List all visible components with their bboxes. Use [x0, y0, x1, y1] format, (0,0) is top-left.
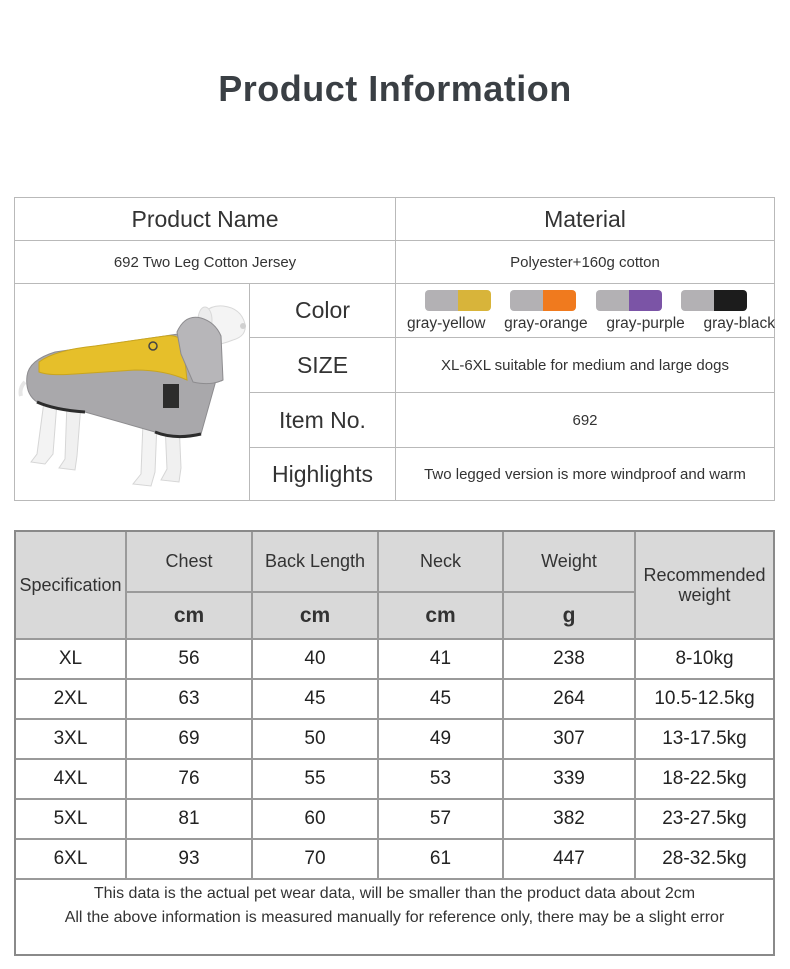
cell-neck: 41 — [429, 648, 452, 669]
product-name-header: Product Name — [131, 205, 279, 232]
cell-recommended-weight: 28-32.5kg — [662, 848, 747, 869]
cell-neck: 53 — [429, 768, 452, 789]
color-name: gray-yellow — [407, 315, 486, 332]
note-1: This data is the actual pet wear data, will be smaller than the product data about 2cm — [93, 885, 696, 902]
product-image — [15, 284, 249, 500]
table-row — [16, 798, 773, 838]
cell-size: 4XL — [53, 768, 88, 789]
table-row — [16, 678, 773, 718]
cell-chest: 69 — [178, 728, 200, 749]
cell-recommended-weight: 23-27.5kg — [662, 808, 747, 829]
cell-weight: 264 — [553, 688, 585, 709]
cell-back-length: 45 — [304, 688, 326, 709]
size-value: XL-6XL suitable for medium and large dogs — [441, 356, 729, 374]
cell-size: 3XL — [53, 728, 88, 749]
cell-back-length: 55 — [304, 768, 326, 789]
cell-back-length: 60 — [304, 808, 326, 829]
color-name: gray-black — [703, 315, 775, 332]
cell-chest: 93 — [178, 848, 200, 869]
cell-chest: 63 — [178, 688, 200, 709]
product-info-table — [14, 197, 775, 501]
note-2: All the above information is measured manually for reference only, there may be a slight error — [64, 909, 725, 926]
highlights-value: Two legged version is more windproof and warm — [424, 465, 746, 483]
size-label: SIZE — [296, 351, 349, 378]
unit-chest: cm — [127, 593, 251, 638]
header-back-length: Back Length — [253, 532, 377, 591]
color-name: gray-orange — [504, 315, 588, 332]
cell-back-length: 70 — [304, 848, 326, 869]
cell-weight: 307 — [553, 728, 585, 749]
cell-back-length: 50 — [304, 728, 326, 749]
cell-weight: 238 — [553, 648, 585, 669]
header-recommended-weight: Recommended weight — [636, 532, 773, 638]
cell-neck: 45 — [429, 688, 452, 709]
cell-size: 5XL — [53, 808, 88, 829]
header-specification: Specification — [16, 532, 125, 638]
material-value: Polyester+160g cotton — [510, 253, 660, 271]
cell-neck: 49 — [429, 728, 452, 749]
cell-weight: 339 — [553, 768, 585, 789]
cell-recommended-weight: 18-22.5kg — [662, 768, 747, 789]
table-row — [16, 638, 773, 678]
cell-chest: 81 — [178, 808, 200, 829]
dog-jacket-illustration — [15, 284, 249, 500]
color-label: Color — [295, 297, 350, 323]
cell-size: 6XL — [53, 848, 88, 869]
unit-back-length: cm — [253, 593, 377, 638]
color-name: gray-purple — [606, 315, 685, 332]
cell-recommended-weight: 10.5-12.5kg — [654, 688, 755, 709]
cell-back-length: 40 — [304, 648, 326, 669]
notes — [16, 882, 773, 930]
cell-weight: 382 — [553, 808, 585, 829]
header-chest: Chest — [127, 532, 251, 591]
item-no-value: 692 — [572, 411, 598, 429]
unit-weight: g — [504, 593, 634, 638]
cell-chest: 56 — [178, 648, 200, 669]
swatch-gray-purple — [596, 290, 662, 311]
cell-recommended-weight: 8-10kg — [675, 648, 734, 669]
cell-size: 2XL — [53, 688, 88, 709]
item-no-label: Item No. — [279, 406, 366, 433]
table-row — [16, 758, 773, 798]
table-row — [16, 718, 773, 758]
cell-size: XL — [58, 648, 83, 669]
swatch-gray-yellow — [425, 290, 491, 311]
color-names — [407, 315, 775, 333]
cell-neck: 57 — [429, 808, 452, 829]
unit-neck: cm — [379, 593, 502, 638]
product-name-value: 692 Two Leg Cotton Jersey — [113, 253, 297, 271]
header-neck: Neck — [379, 532, 502, 591]
cell-weight: 447 — [553, 848, 585, 869]
swatch-gray-orange — [510, 290, 576, 311]
page-title: Product Information — [218, 68, 572, 109]
table-row — [16, 838, 773, 878]
highlights-label: Highlights — [272, 460, 373, 487]
cell-chest: 76 — [178, 768, 200, 789]
material-header: Material — [544, 205, 626, 232]
cell-recommended-weight: 13-17.5kg — [662, 728, 747, 749]
swatch-gray-black — [681, 290, 747, 311]
cell-neck: 61 — [429, 848, 452, 869]
size-chart-table — [14, 530, 775, 956]
header-weight: Weight — [504, 532, 634, 591]
